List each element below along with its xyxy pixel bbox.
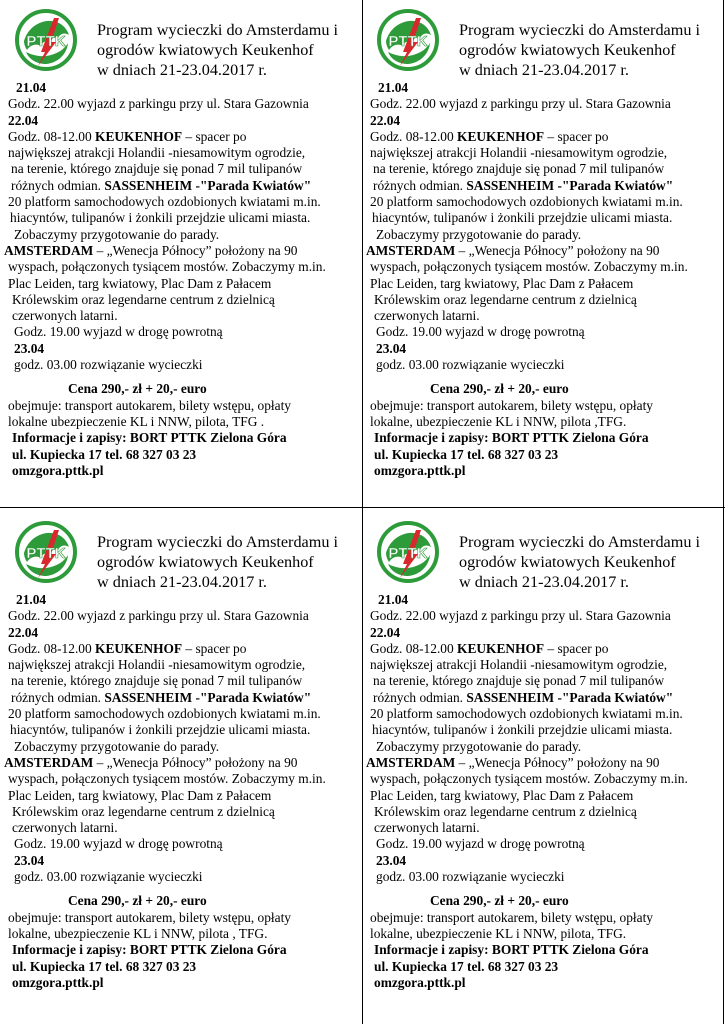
day-date: 23.04 xyxy=(376,852,407,868)
website: omzgora.pttk.pl xyxy=(12,462,104,478)
includes-line: lokalne, ubezpieczenie KL i NNW, pilota , TFG. xyxy=(8,925,268,941)
description-line: największej atrakcji Holandii -niesamowitym ogrodzie, xyxy=(370,145,668,161)
pttk-logo-icon xyxy=(376,520,440,584)
info-line: Informacje i zapisy: BORT PTTK Zielona Góra xyxy=(374,430,649,446)
description-line: Zobaczymy przygotowanie do parady. xyxy=(14,226,220,242)
title-line: ogrodów kwiatowych Keukenhof xyxy=(97,41,314,59)
includes-line: lokalne, ubezpieczenie KL i NNW, pilota ,TFG. xyxy=(370,413,627,429)
sassenheim-line: różnych odmian. SASSENHEIM -"Parada Kwiatów" xyxy=(11,177,312,193)
day-date: 22.04 xyxy=(8,624,39,640)
description-line: wyspach, połączonych tysiącem mostów. Zobaczymy m.in. xyxy=(8,259,326,275)
return-text: Godz. 19.00 wyjazd w drogę powrotną xyxy=(376,836,585,852)
keukenhof-line: Godz. 08-12.00 KEUKENHOF – spacer po xyxy=(370,640,609,656)
return-text: Godz. 19.00 wyjazd w drogę powrotną xyxy=(376,324,585,340)
trip-title xyxy=(459,532,720,592)
description-line: największej atrakcji Holandii -niesamowitym ogrodzie, xyxy=(370,657,668,673)
description-line: 20 platform samochodowych ozdobionych kwiatami m.in. xyxy=(370,194,683,210)
trip-title xyxy=(97,20,358,80)
description-line: największej atrakcji Holandii -niesamowitym ogrodzie, xyxy=(8,657,306,673)
day-date: 21.04 xyxy=(16,592,47,607)
amsterdam-name: AMSTERDAM xyxy=(4,754,94,770)
title-line: ogrodów kwiatowych Keukenhof xyxy=(459,553,676,571)
day-date: 23.04 xyxy=(376,340,407,356)
description-line: 20 platform samochodowych ozdobionych kwiatami m.in. xyxy=(370,706,683,722)
description-line: Królewskim oraz legendarne centrum z dzielnicą xyxy=(374,291,637,307)
includes-line: obejmuje: transport autokarem, bilety wstępu, opłaty xyxy=(370,909,653,925)
day-date: 22.04 xyxy=(370,624,401,640)
title-line: w dniach 21-23.04.2017 r. xyxy=(459,61,629,79)
day-date: 23.04 xyxy=(14,340,45,356)
includes-line: obejmuje: transport autokarem, bilety wstępu, opłaty xyxy=(8,397,291,413)
description-line: Plac Leiden, targ kwiatowy, Plac Dam z Pałacem xyxy=(370,275,634,291)
website: omzgora.pttk.pl xyxy=(12,974,104,990)
website: omzgora.pttk.pl xyxy=(374,974,466,990)
day-date: 21.04 xyxy=(378,80,409,95)
day-date: 22.04 xyxy=(8,112,39,128)
departure-text: Godz. 22.00 wyjazd z parkingu przy ul. Stara Gazownia xyxy=(8,96,309,112)
day-date: 21.04 xyxy=(378,592,409,607)
trip-title xyxy=(459,20,720,80)
includes-line: lokalne, ubezpieczenie KL i NNW, pilota, TFG. xyxy=(370,925,627,941)
return-text: Godz. 19.00 wyjazd w drogę powrotną xyxy=(14,324,223,340)
includes-line: obejmuje: transport autokarem, bilety wstępu, opłaty xyxy=(370,397,653,413)
end-text: godz. 03.00 rozwiązanie wycieczki xyxy=(376,869,565,885)
description-line: największej atrakcji Holandii -niesamowitym ogrodzie, xyxy=(8,145,306,161)
itinerary xyxy=(4,80,358,479)
trip-title xyxy=(97,532,358,592)
svg-text:PTTK: PTTK xyxy=(388,545,428,562)
description-line: Królewskim oraz legendarne centrum z dzielnicą xyxy=(12,291,275,307)
sassenheim-line: różnych odmian. SASSENHEIM -"Parada Kwiatów" xyxy=(373,177,674,193)
horizontal-cut-line xyxy=(0,507,725,508)
amsterdam-name: AMSTERDAM xyxy=(366,754,456,770)
right-border-line xyxy=(723,0,724,1024)
svg-text:PTTK: PTTK xyxy=(26,545,66,562)
includes-line: lokalne ubezpieczenie KL i NNW, pilota, TFG . xyxy=(8,413,265,429)
flyer-4 xyxy=(362,512,720,1012)
itinerary xyxy=(4,592,358,991)
amsterdam-line: AMSTERDAM – „Wenecja Północy” położony na 90 xyxy=(366,242,660,258)
pttk-logo-icon xyxy=(376,8,440,72)
pttk-logo-icon xyxy=(14,8,78,72)
keukenhof-line: Godz. 08-12.00 KEUKENHOF – spacer po xyxy=(8,640,247,656)
description-line: czerwonych latarni. xyxy=(374,820,480,836)
end-text: godz. 03.00 rozwiązanie wycieczki xyxy=(14,357,203,373)
description-line: Plac Leiden, targ kwiatowy, Plac Dam z Pałacem xyxy=(8,787,272,803)
amsterdam-line: AMSTERDAM – „Wenecja Północy” położony na 90 xyxy=(366,754,660,770)
description-line: na terenie, którego znajduje się ponad 7 mil tulipanów xyxy=(373,673,665,689)
description-line: na terenie, którego znajduje się ponad 7 mil tulipanów xyxy=(373,161,665,177)
keukenhof-name: KEUKENHOF xyxy=(457,640,545,656)
sassenheim-line: różnych odmian. SASSENHEIM -"Parada Kwiatów" xyxy=(11,689,312,705)
pttk-logo-icon xyxy=(14,520,78,584)
keukenhof-name: KEUKENHOF xyxy=(95,640,183,656)
description-line: wyspach, połączonych tysiącem mostów. Zobaczymy m.in. xyxy=(8,771,326,787)
address-line: ul. Kupiecka 17 tel. 68 327 03 23 xyxy=(374,446,559,462)
itinerary xyxy=(366,592,720,991)
description-line: Plac Leiden, targ kwiatowy, Plac Dam z Pałacem xyxy=(8,275,272,291)
description-line: Plac Leiden, targ kwiatowy, Plac Dam z Pałacem xyxy=(370,787,634,803)
amsterdam-line: AMSTERDAM – „Wenecja Północy” położony na 90 xyxy=(4,242,298,258)
title-line: ogrodów kwiatowych Keukenhof xyxy=(459,41,676,59)
info-line: Informacje i zapisy: BORT PTTK Zielona Góra xyxy=(12,942,287,958)
keukenhof-name: KEUKENHOF xyxy=(95,128,183,144)
day-date: 21.04 xyxy=(16,80,47,95)
sassenheim-name: SASSENHEIM -"Parada Kwiatów" xyxy=(466,177,674,193)
departure-text: Godz. 22.00 wyjazd z parkingu przy ul. Stara Gazownia xyxy=(8,608,309,624)
sassenheim-name: SASSENHEIM -"Parada Kwiatów" xyxy=(466,689,674,705)
description-line: Królewskim oraz legendarne centrum z dzielnicą xyxy=(12,803,275,819)
keukenhof-name: KEUKENHOF xyxy=(457,128,545,144)
title-line: w dniach 21-23.04.2017 r. xyxy=(459,573,629,591)
description-line: hiacyntów, tulipanów i żonkili przejdzie ulicami miasta. xyxy=(372,210,673,226)
sassenheim-name: SASSENHEIM -"Parada Kwiatów" xyxy=(104,177,312,193)
description-line: hiacyntów, tulipanów i żonkili przejdzie ulicami miasta. xyxy=(10,722,311,738)
description-line: hiacyntów, tulipanów i żonkili przejdzie ulicami miasta. xyxy=(372,722,673,738)
address-line: ul. Kupiecka 17 tel. 68 327 03 23 xyxy=(374,958,559,974)
title-line: ogrodów kwiatowych Keukenhof xyxy=(97,553,314,571)
sassenheim-line: różnych odmian. SASSENHEIM -"Parada Kwiatów" xyxy=(373,689,674,705)
sassenheim-name: SASSENHEIM -"Parada Kwiatów" xyxy=(104,689,312,705)
description-line: wyspach, połączonych tysiącem mostów. Zobaczymy m.in. xyxy=(370,259,688,275)
info-line: Informacje i zapisy: BORT PTTK Zielona Góra xyxy=(12,430,287,446)
amsterdam-name: AMSTERDAM xyxy=(4,242,94,258)
title-line: Program wycieczki do Amsterdamu i xyxy=(97,21,338,39)
includes-line: obejmuje: transport autokarem, bilety wstępu, opłaty xyxy=(8,909,291,925)
description-line: wyspach, połączonych tysiącem mostów. Zobaczymy m.in. xyxy=(370,771,688,787)
description-line: na terenie, którego znajduje się ponad 7 mil tulipanów xyxy=(11,161,303,177)
day-date: 22.04 xyxy=(370,112,401,128)
keukenhof-line: Godz. 08-12.00 KEUKENHOF – spacer po xyxy=(8,128,247,144)
return-text: Godz. 19.00 wyjazd w drogę powrotną xyxy=(14,836,223,852)
price: Cena 290,- zł + 20,- euro xyxy=(430,893,569,909)
end-text: godz. 03.00 rozwiązanie wycieczki xyxy=(14,869,203,885)
svg-text:PTTK: PTTK xyxy=(26,33,66,50)
svg-text:PTTK: PTTK xyxy=(388,33,428,50)
info-line: Informacje i zapisy: BORT PTTK Zielona Góra xyxy=(374,942,649,958)
price: Cena 290,- zł + 20,- euro xyxy=(68,381,207,397)
description-line: Zobaczymy przygotowanie do parady. xyxy=(14,738,220,754)
title-line: Program wycieczki do Amsterdamu i xyxy=(459,533,700,551)
title-line: w dniach 21-23.04.2017 r. xyxy=(97,61,267,79)
flyer-1 xyxy=(0,0,358,500)
amsterdam-line: AMSTERDAM – „Wenecja Północy” położony na 90 xyxy=(4,754,298,770)
description-line: czerwonych latarni. xyxy=(12,308,118,324)
day-date: 23.04 xyxy=(14,852,45,868)
address-line: ul. Kupiecka 17 tel. 68 327 03 23 xyxy=(12,446,197,462)
description-line: czerwonych latarni. xyxy=(374,308,480,324)
description-line: hiacyntów, tulipanów i żonkili przejdzie ulicami miasta. xyxy=(10,210,311,226)
website: omzgora.pttk.pl xyxy=(374,462,466,478)
description-line: Królewskim oraz legendarne centrum z dzielnicą xyxy=(374,803,637,819)
title-line: w dniach 21-23.04.2017 r. xyxy=(97,573,267,591)
departure-text: Godz. 22.00 wyjazd z parkingu przy ul. Stara Gazownia xyxy=(370,96,671,112)
description-line: 20 platform samochodowych ozdobionych kwiatami m.in. xyxy=(8,194,321,210)
title-line: Program wycieczki do Amsterdamu i xyxy=(459,21,700,39)
end-text: godz. 03.00 rozwiązanie wycieczki xyxy=(376,357,565,373)
address-line: ul. Kupiecka 17 tel. 68 327 03 23 xyxy=(12,958,197,974)
description-line: na terenie, którego znajduje się ponad 7 mil tulipanów xyxy=(11,673,303,689)
price: Cena 290,- zł + 20,- euro xyxy=(430,381,569,397)
departure-text: Godz. 22.00 wyjazd z parkingu przy ul. Stara Gazownia xyxy=(370,608,671,624)
description-line: 20 platform samochodowych ozdobionych kwiatami m.in. xyxy=(8,706,321,722)
description-line: Zobaczymy przygotowanie do parady. xyxy=(376,738,582,754)
amsterdam-name: AMSTERDAM xyxy=(366,242,456,258)
description-line: Zobaczymy przygotowanie do parady. xyxy=(376,226,582,242)
flyer-3 xyxy=(0,512,358,1012)
flyer-2 xyxy=(362,0,720,500)
itinerary xyxy=(366,80,720,479)
price: Cena 290,- zł + 20,- euro xyxy=(68,893,207,909)
keukenhof-line: Godz. 08-12.00 KEUKENHOF – spacer po xyxy=(370,128,609,144)
title-line: Program wycieczki do Amsterdamu i xyxy=(97,533,338,551)
description-line: czerwonych latarni. xyxy=(12,820,118,836)
